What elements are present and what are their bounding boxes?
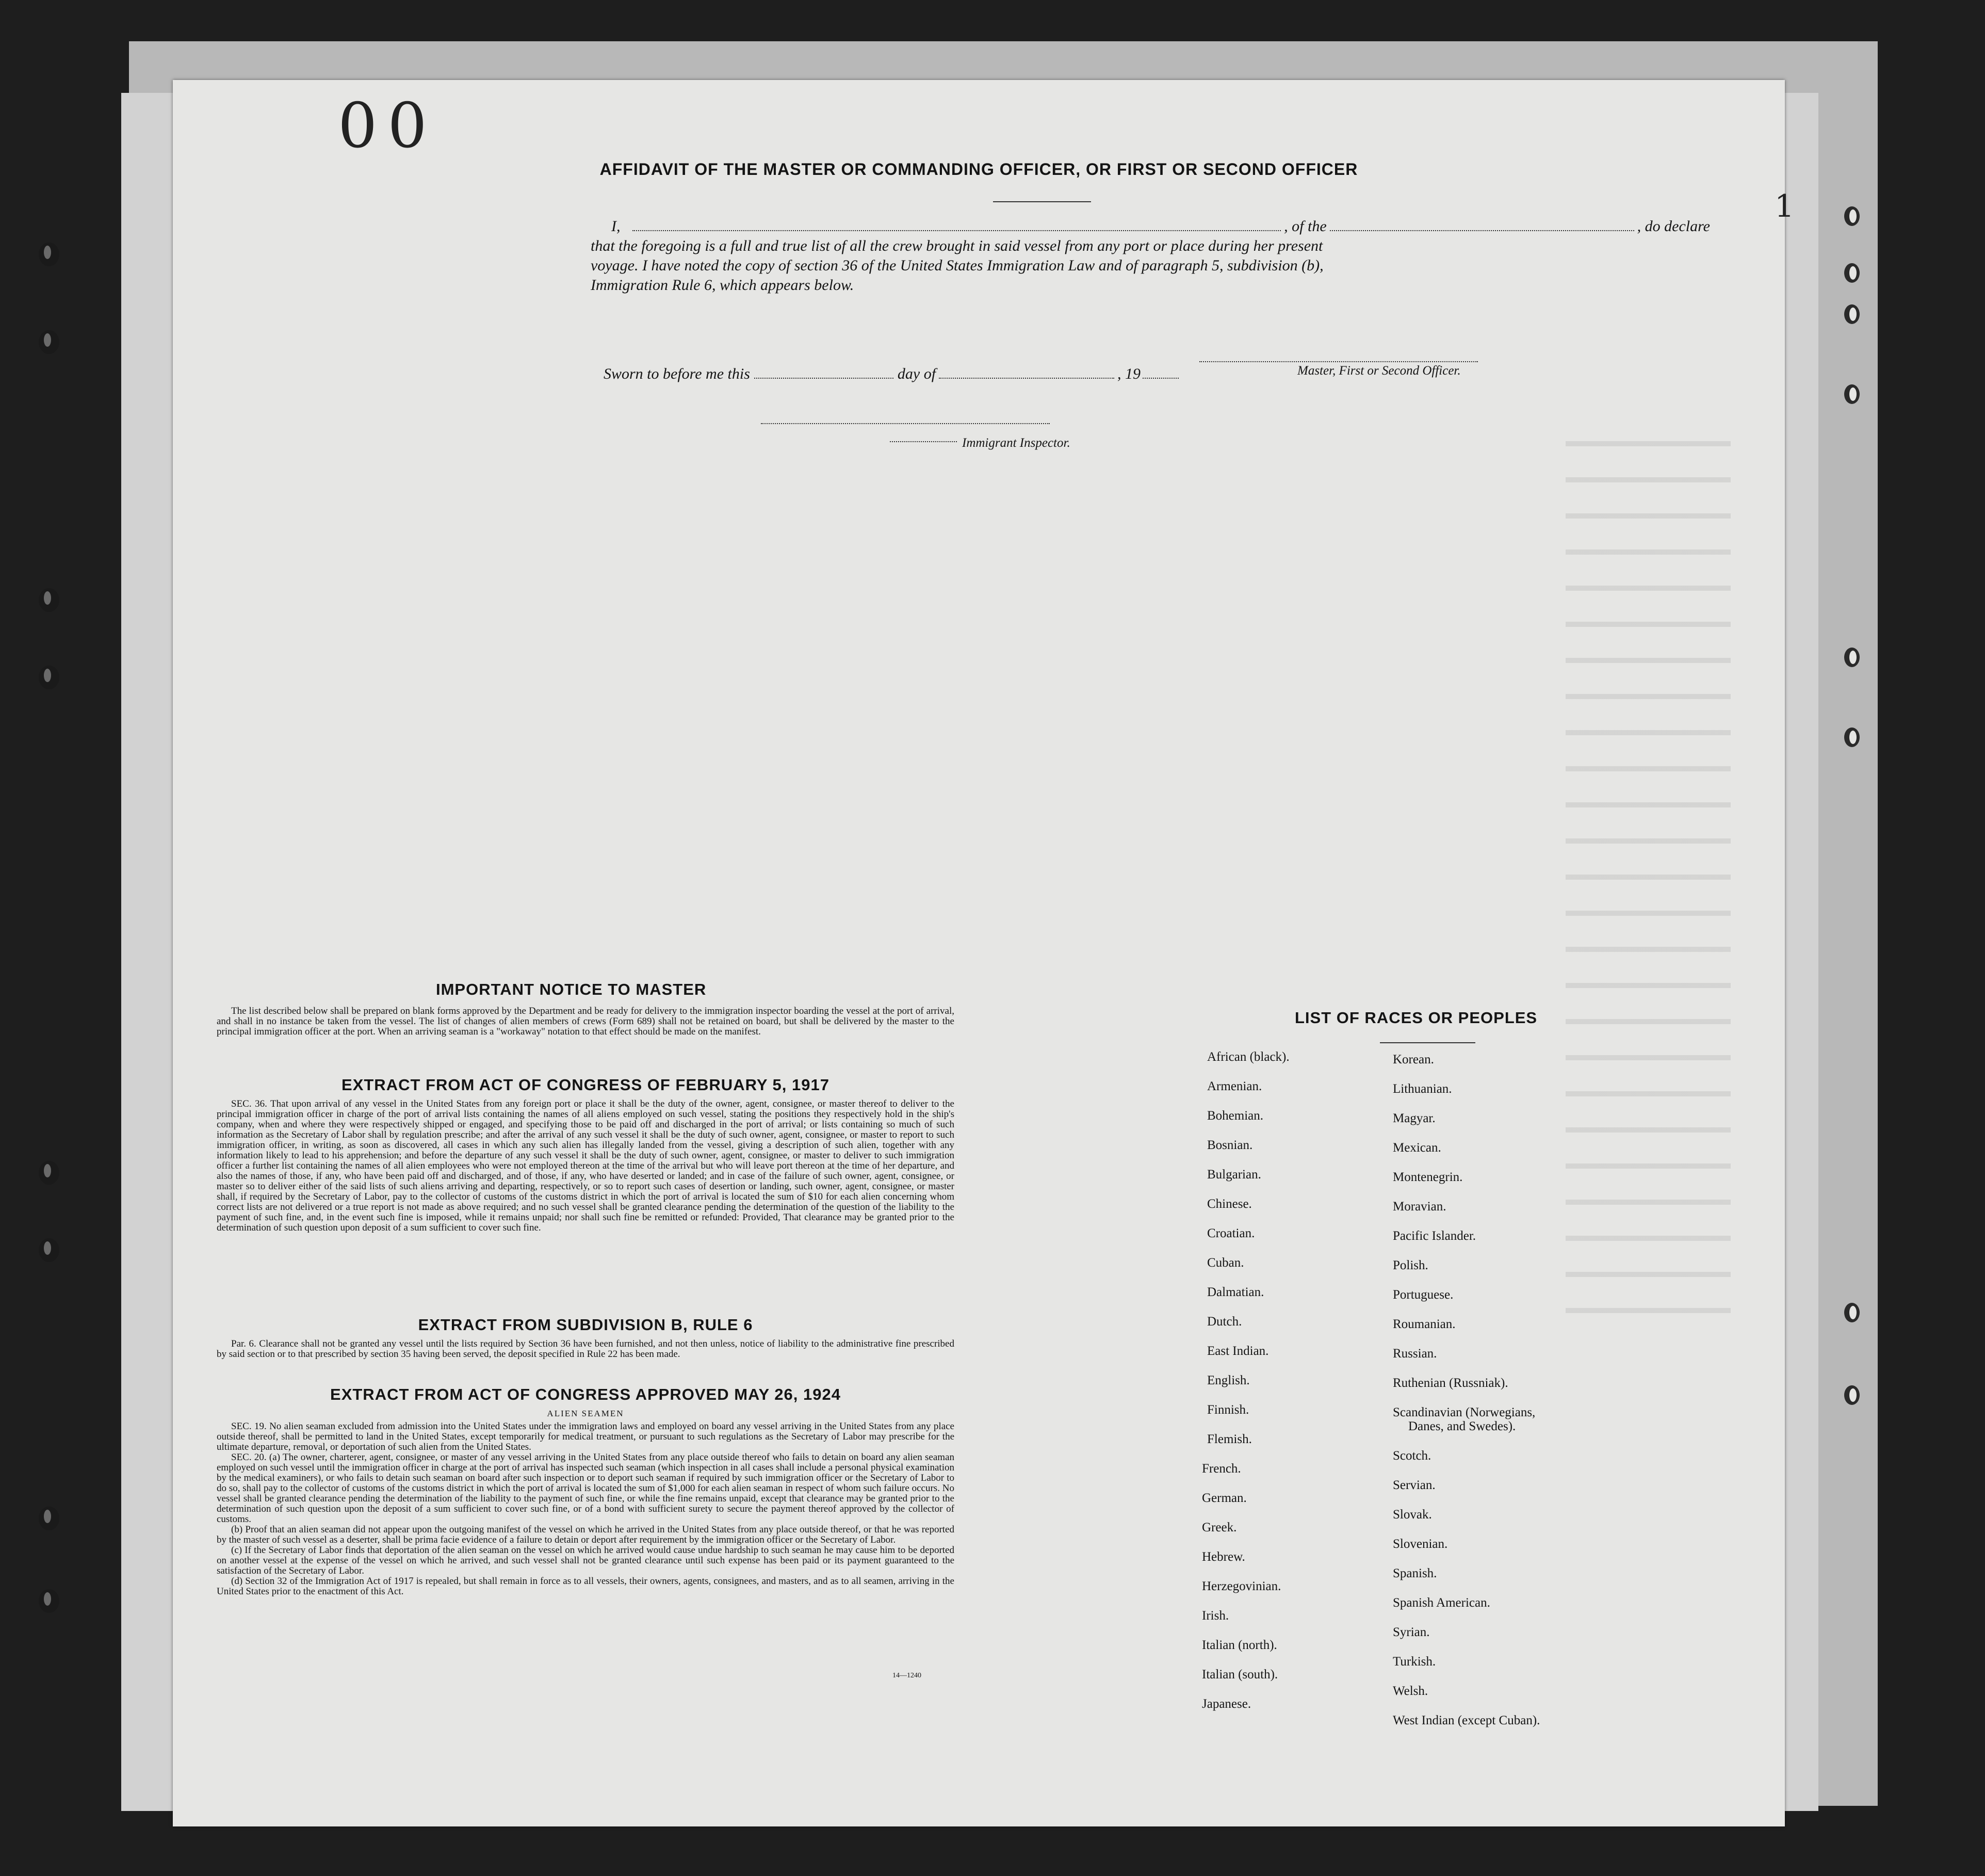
- race-item: Roumanian.: [1393, 1317, 1456, 1331]
- race-item: Montenegrin.: [1393, 1170, 1463, 1184]
- declare-i: I,: [611, 218, 621, 235]
- race-item: Scotch.: [1393, 1449, 1431, 1463]
- race-item: Bosnian.: [1207, 1138, 1253, 1152]
- race-item: East Indian.: [1207, 1344, 1269, 1358]
- race-item: Scandinavian (Norwegians,: [1393, 1405, 1536, 1419]
- section-36-paragraph: SEC. 36. That upon arrival of any vessel in the United States from any foreign port or place it shall be the duty of the owner, agent, consignee, or master thereof to deliver to the principal immigration officer in charge of the port of arrival lists containing the names of all aliens employed on such vessel, stating the positions they respectively hold in the ship's company, when and where they were respectively shipped or engaged, and specifying those to be paid off and discharged in the port of arrival; or lists containing so much of such information as the Secretary of Labor shall by regulation prescribe; and after the arrival of any such vessel it shall be the duty of such owner, agent, consignee, or master to report to such immigration officer, in writing, as soon as discovered, all cases in which any such alien has illegally landed from the vessel, giving a description of such alien, together with any information likely to lead to his apprehension; and before the departure of any such vessel it shall be the duty of such owner, agent, consignee, or master to deliver to such immigration officer a further list containing the names of all alien employees who were not employed thereon at the time of the arrival but who will leave port thereon at the time of her departure, and also the names of those, if any, who have been paid off and discharged, and of those, if any, who have deserted or landed; and in case of the failure of such owner, agent, consignee, or master so to deliver either of the said lists of such aliens arriving and departing, respectively, or so to report such cases of desertion or landing, such owner, agent, consignee, or master shall, if required by the Secretary of Labor, pay to the collector of customs of the customs district in which the port of arrival is located the sum of $10 for each alien concerning whom correct lists are not delivered or a true report is not made as above required; and no such vessel shall be granted clearance pending the determination of the question of the liability to the payment of such fine, and, in the event such fine is imposed, while it remains unpaid; nor shall such fine be remitted or refunded: Provided, That clearance may be granted prior to the determination of such question upon deposit of a sum sufficient to cover such fine.: [217, 1098, 954, 1233]
- sec-20d-paragraph: (d) Section 32 of the Immigration Act of 1917 is repealed, but shall remain in force as to all vessels, their owners, agents, consignees, and masters, and as to all seamen, arriving in the United States prior to the enactment of this Act.: [217, 1576, 954, 1597]
- race-item: Magyar.: [1393, 1111, 1436, 1125]
- notice-title: IMPORTANT NOTICE TO MASTER: [436, 980, 707, 998]
- sec-20c-paragraph: (c) If the Secretary of Labor finds that deportation of the alien seaman on the vessel on which he arrived would cause undue hardship to such seaman he may cause him to be deported on another vessel at the expense of the vessel on which he arrived, and such vessel shall not be granted clearance until such expense has been paid or its payment guaranteed to the satisfaction of the Secretary of Labor.: [217, 1545, 954, 1576]
- handwritten-mark: 00: [338, 90, 437, 162]
- binder-hole-icon: [39, 1161, 59, 1185]
- form-number: 14—1240: [892, 1672, 921, 1679]
- binder-hole-icon: [1844, 304, 1860, 324]
- race-item: Syrian.: [1393, 1625, 1430, 1639]
- extract-1924-text: [217, 1421, 954, 1597]
- sec-20a-paragraph: SEC. 20. (a) The owner, charterer, agent, consignee, or master of any vessel arriving in the United States from any place outside thereof who fails to detain on board any alien seaman employed on such vessel until the immigration officer in charge at the port of arrival has inspected such seaman (which inspection in all cases shall include a personal physical examination by the medical examiners), or who fails to detain such seaman on board after such inspection or to deport such seaman if required by such immigration officer or the Secretary of Labor to do so, shall pay to the collector of customs of the customs district in which the port of arrival is located the sum of $1,000 for each alien seaman in respect of whom such failure occurs. No vessel shall be granted clearance pending the determination of the liability to the payment of such fine, or while the fine remains unpaid, except that clearance may be granted prior to the determination of such question upon the deposit of a sum sufficient to cover such fine, or of a bond with sufficient surety to secure the payment thereof approved by the collector of customs.: [217, 1452, 954, 1525]
- race-item: West Indian (except Cuban).: [1393, 1713, 1540, 1727]
- race-item: Bohemian.: [1207, 1109, 1264, 1123]
- signature-field[interactable]: [1199, 361, 1478, 362]
- binder-hole-icon: [1844, 1303, 1860, 1322]
- race-item: Croatian.: [1207, 1226, 1255, 1240]
- sworn-prefix: Sworn to before me this: [604, 365, 750, 382]
- binder-hole-icon: [1844, 727, 1860, 747]
- extract-rule6-text: [217, 1339, 954, 1360]
- race-item: Servian.: [1393, 1478, 1436, 1492]
- race-item: Flemish.: [1207, 1432, 1252, 1446]
- year-label: , 19: [1117, 365, 1141, 382]
- race-item: Turkish.: [1393, 1655, 1436, 1669]
- race-item: Moravian.: [1393, 1200, 1446, 1214]
- affidavit-line: that the foregoing is a full and true list of all the crew brought in said vessel from any port or place during her present: [591, 237, 1323, 254]
- race-item: Herzegovinian.: [1202, 1579, 1281, 1593]
- race-item: English.: [1207, 1373, 1250, 1387]
- race-item: Danes, and Swedes).: [1408, 1419, 1516, 1433]
- name-field[interactable]: [632, 230, 1281, 231]
- affidavit-line: voyage. I have noted the copy of section 36 of the United States Immigration Law and of paragraph 5, subdivision (b),: [591, 257, 1324, 274]
- sec-19-paragraph: SEC. 19. No alien seaman excluded from admission into the United States under the immigration laws and employed on board any vessel arriving in the United States from any place outside thereof, shall be permitted to land in the United States, except temporarily for medical treatment, or pursuant to such regulations as the Secretary of Labor may prescribe for the ultimate departure, removal, or deportation of such alien from the United States.: [217, 1421, 954, 1452]
- race-item: Cuban.: [1207, 1256, 1244, 1270]
- signature-label: Master, First or Second Officer.: [1297, 364, 1461, 378]
- extract-rule6-title: EXTRACT FROM SUBDIVISION B, RULE 6: [418, 1316, 753, 1334]
- rule6-paragraph: Par. 6. Clearance shall not be granted any vessel until the lists required by Section 36 have been furnished, and not then unless, notice of liability to the administrative fine prescribed by said section or to that prescribed by section 35 having been served, the deposit specified in Rule 22 has been made.: [217, 1338, 954, 1360]
- binder-hole-icon: [1844, 206, 1860, 226]
- bleed-through: [1566, 441, 1731, 1318]
- extract-1924-title: EXTRACT FROM ACT OF CONGRESS APPROVED MAY 26, 1924: [330, 1385, 841, 1403]
- binder-hole-icon: [1844, 1385, 1860, 1405]
- race-item: Mexican.: [1393, 1141, 1441, 1155]
- month-field[interactable]: [939, 378, 1114, 379]
- race-item: Italian (south).: [1202, 1668, 1278, 1681]
- race-item: Irish.: [1202, 1609, 1229, 1623]
- race-item: Slovenian.: [1393, 1537, 1448, 1551]
- binder-hole-icon: [39, 1238, 59, 1262]
- race-item: Spanish.: [1393, 1566, 1437, 1580]
- race-item: Korean.: [1393, 1053, 1434, 1066]
- of-the-label: , of the: [1284, 218, 1327, 235]
- notice-text: [217, 1006, 954, 1037]
- race-item: Dalmatian.: [1207, 1285, 1264, 1299]
- race-item: Hebrew.: [1202, 1550, 1245, 1564]
- title-rule: [993, 201, 1091, 202]
- race-item: German.: [1202, 1491, 1247, 1505]
- race-item: Lithuanian.: [1393, 1082, 1452, 1096]
- binder-hole-icon: [39, 1507, 59, 1530]
- race-item: Portuguese.: [1393, 1288, 1454, 1302]
- binder-hole-icon: [39, 588, 59, 612]
- declare-label: , do declare: [1637, 218, 1710, 235]
- alien-seamen-subtitle: ALIEN SEAMEN: [547, 1409, 624, 1418]
- race-item: Welsh.: [1393, 1684, 1428, 1698]
- day-of-label: day of: [897, 365, 936, 382]
- inspector-label: Immigrant Inspector.: [962, 436, 1070, 450]
- extract-1917-text: [217, 1099, 954, 1233]
- binder-hole-icon: [39, 666, 59, 689]
- race-item: Japanese.: [1202, 1697, 1251, 1711]
- race-item: French.: [1202, 1462, 1241, 1476]
- day-field[interactable]: [754, 378, 893, 379]
- race-item: Pacific Islander.: [1393, 1229, 1476, 1243]
- race-item: Finnish.: [1207, 1403, 1249, 1417]
- races-rule: [1380, 1042, 1475, 1043]
- binder-hole-icon: [39, 242, 59, 266]
- vessel-field[interactable]: [1330, 230, 1634, 231]
- inspector-line: [890, 441, 957, 442]
- sworn-line: [604, 365, 1179, 383]
- race-item: Spanish American.: [1393, 1596, 1490, 1610]
- binder-hole-icon: [1844, 384, 1860, 404]
- races-title: LIST OF RACES OR PEOPLES: [1295, 1009, 1538, 1027]
- year-field[interactable]: [1143, 378, 1179, 379]
- handwritten-page-number: 1: [1775, 188, 1795, 224]
- sec-20b-paragraph: (b) Proof that an alien seaman did not appear upon the outgoing manifest of the vessel on which he arrived in the United States from any place outside thereof, or that he was reported by the master of such vessel as a deserter, shall be prima facie evidence of a failure to detain or deport after requirement by the immigration officer or the Secretary of Labor.: [217, 1524, 954, 1545]
- binder-hole-icon: [1844, 648, 1860, 667]
- race-item: Chinese.: [1207, 1197, 1252, 1211]
- race-item: Bulgarian.: [1207, 1168, 1261, 1182]
- notice-paragraph: The list described below shall be prepared on blank forms approved by the Department and be ready for delivery to the immigration inspector boarding the vessel at the port of arrival, and shall in no instance be taken from the vessel. The list of changes of alien members of crews (Form 689) shall not be retained on board, but shall be delivered by the master to the principal immigration officer at the port. When an arriving seaman is a "workaway" notation to that effect should be made on the manifest.: [217, 1006, 954, 1037]
- race-item: Russian.: [1393, 1347, 1437, 1361]
- affidavit-title: AFFIDAVIT OF THE MASTER OR COMMANDING OFFICER, OR FIRST OR SECOND OFFICER: [599, 160, 1358, 179]
- affidavit-body: [591, 217, 1710, 295]
- affidavit-line: Immigration Rule 6, which appears below.: [591, 277, 854, 294]
- inspector-signature-field[interactable]: [761, 423, 1050, 424]
- binder-hole-icon: [39, 1589, 59, 1613]
- extract-1917-title: EXTRACT FROM ACT OF CONGRESS OF FEBRUARY 5, 1917: [341, 1076, 829, 1094]
- race-item: African (black).: [1207, 1050, 1290, 1064]
- race-item: Slovak.: [1393, 1508, 1432, 1522]
- race-item: Armenian.: [1207, 1079, 1262, 1093]
- binder-hole-icon: [1844, 263, 1860, 283]
- race-item: Ruthenian (Russniak).: [1393, 1376, 1508, 1390]
- race-item: Polish.: [1393, 1258, 1428, 1272]
- race-item: Dutch.: [1207, 1315, 1242, 1329]
- race-item: Italian (north).: [1202, 1638, 1277, 1652]
- form-page: [173, 80, 1795, 1826]
- race-item: Greek.: [1202, 1521, 1237, 1534]
- binder-hole-icon: [39, 330, 59, 354]
